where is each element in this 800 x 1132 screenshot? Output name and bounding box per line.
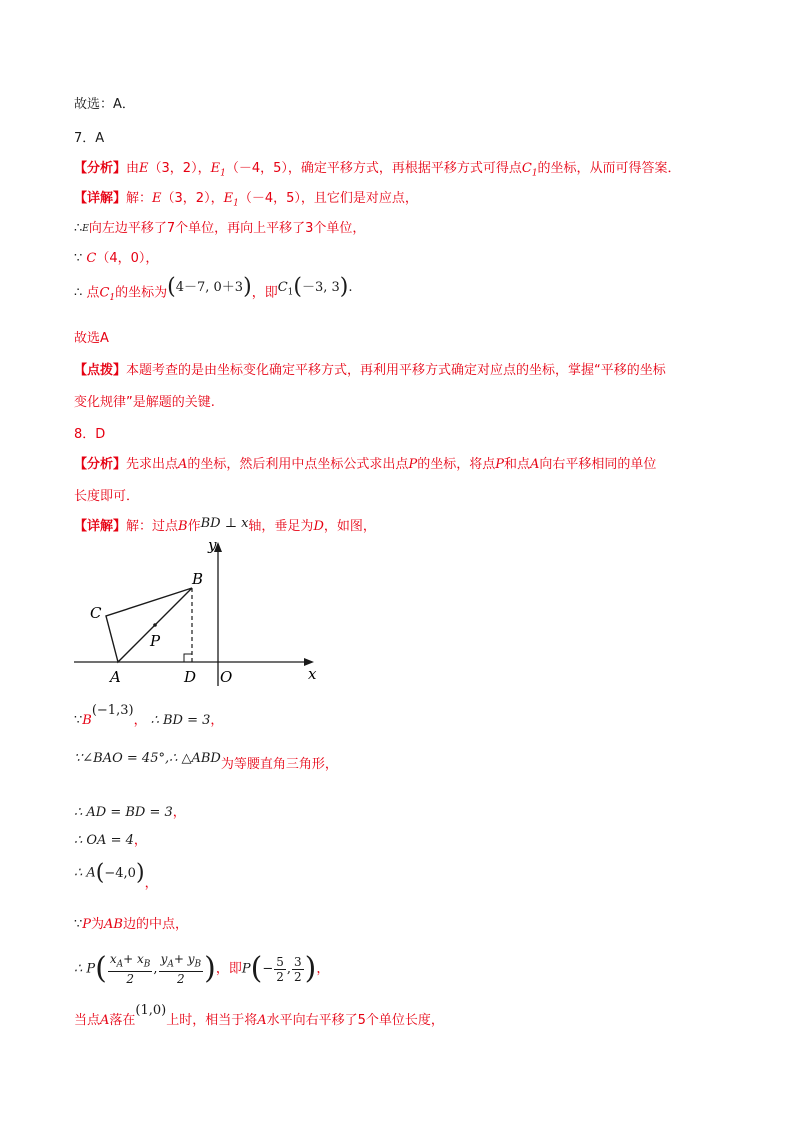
fraction-x xyxy=(108,952,153,986)
tip-tag: 【点拨】 xyxy=(74,363,127,378)
var-AB: AB xyxy=(104,917,123,932)
text: 边的中点， xyxy=(123,917,189,932)
q8-step-a: ∴ A(−4,0)， xyxy=(74,860,158,891)
var-C: C xyxy=(86,251,97,266)
label-x: x xyxy=(308,665,317,683)
sub: A xyxy=(167,959,174,970)
fraction-y xyxy=(159,952,204,986)
q7-tip-cont: 变化规律”是解题的关键. xyxy=(74,395,215,410)
text: 作 xyxy=(187,519,201,534)
text: ，如图， xyxy=(323,519,376,534)
text: ，即 xyxy=(251,285,278,301)
sub: B xyxy=(194,959,202,970)
analysis-tag: 【分析】 xyxy=(74,161,127,176)
because-symbol: ∵ xyxy=(74,917,83,932)
var-x: + x xyxy=(123,952,144,966)
q8-step-midpoint xyxy=(74,916,188,934)
sub: 1 xyxy=(109,293,116,304)
text: 先求出点 xyxy=(126,457,179,472)
expr-ad: ∴ AD = BD = 3 xyxy=(74,805,173,820)
label-y: y xyxy=(208,536,217,554)
text: （3，2）， xyxy=(161,191,224,206)
text: 轴，垂足为 xyxy=(248,519,314,534)
numerator: 5 xyxy=(276,954,284,969)
text: （－4，5），且它们是对应点， xyxy=(238,191,418,206)
var-x: x xyxy=(109,952,117,966)
text: 落在 xyxy=(109,1013,136,1028)
text: 水平向右平移了5个单位长度， xyxy=(266,1013,444,1028)
text: 的坐标，从而可得答案． xyxy=(537,161,681,176)
q7-detail xyxy=(74,190,418,213)
q8-step-b xyxy=(74,703,224,730)
triangle-abc xyxy=(106,588,192,662)
therefore-symbol: ∴ xyxy=(74,285,83,301)
text: （3，2）， xyxy=(148,161,211,176)
text: 的坐标为 xyxy=(115,285,168,301)
var-E: E xyxy=(139,161,149,176)
expr-angle: ∵∠BAO = 45°,∴ △ABD xyxy=(74,751,221,766)
q8-step-ad xyxy=(74,804,186,822)
text: 点 xyxy=(86,285,100,301)
because-symbol: ∵ xyxy=(74,251,83,266)
q7-step-c xyxy=(74,250,158,268)
var-E: E xyxy=(82,224,89,234)
sub: A xyxy=(116,959,124,970)
q8-step-iso xyxy=(74,751,338,774)
q7-tip xyxy=(74,362,666,380)
expr-p: ∴ P xyxy=(74,961,96,977)
var-A: A xyxy=(100,1013,110,1028)
expr: 4－7, 0＋3 xyxy=(175,279,244,295)
text: 为 xyxy=(91,917,105,932)
text: （4，0）， xyxy=(96,251,159,266)
question-7-answer: 7．A xyxy=(74,131,105,146)
var-y: y xyxy=(160,952,168,966)
right-angle-mark xyxy=(184,654,192,662)
numerator: 3 xyxy=(294,954,302,969)
because-symbol: ∵ xyxy=(74,713,83,728)
label-a: A xyxy=(110,668,121,686)
analysis-tag: 【分析】 xyxy=(74,457,127,472)
therefore-symbol: ∴ xyxy=(74,221,83,236)
text: ， xyxy=(316,961,330,977)
var-P: P xyxy=(82,917,92,932)
text: 本题考查的是由坐标变化确定平移方式，再利用平移方式确定对应点的坐标，掌握“平移的坐标 xyxy=(126,363,666,378)
var-E: E xyxy=(152,191,162,206)
var-A: A xyxy=(178,457,188,472)
point-coord: (1,0) xyxy=(135,1003,167,1018)
var-y: + y xyxy=(173,952,195,966)
text: ， xyxy=(172,805,186,820)
sub: 1 xyxy=(287,287,294,298)
expr-c1-calc: (4－7, 0＋3) xyxy=(167,274,252,299)
text: 的坐标，将点 xyxy=(417,457,496,472)
text: 解： xyxy=(126,191,153,206)
expr-a: ∴ A xyxy=(74,865,96,881)
text: . xyxy=(348,279,353,295)
text: 向右平移相同的单位 xyxy=(539,457,657,472)
var-C1: C xyxy=(99,285,110,301)
expr-bd: ∴ BD = 3 xyxy=(150,713,211,728)
text: ， xyxy=(210,713,224,728)
text: 由 xyxy=(126,161,140,176)
q8-analysis-cont: 长度即可． xyxy=(74,489,140,504)
expr-perp: BD ⊥ x xyxy=(200,516,249,531)
point-p xyxy=(153,623,157,627)
sub: B xyxy=(143,959,151,970)
text: 向左边平移了7个单位，再向上平移了3个单位， xyxy=(88,221,366,236)
label-p: P xyxy=(150,632,161,650)
var-A: A xyxy=(529,457,540,472)
var-E1: E xyxy=(210,161,221,176)
q8-analysis xyxy=(74,456,656,474)
text: （－4，5），确定平移方式，再根据平移方式可得点 xyxy=(225,161,522,176)
q8-detail xyxy=(74,518,376,536)
var-D: D xyxy=(313,519,324,534)
q7-analysis xyxy=(74,160,681,183)
expr-oa: ∴ OA = 4 xyxy=(74,833,134,848)
var-P: P xyxy=(241,961,251,977)
var-C1: C xyxy=(521,161,532,176)
var-B: B xyxy=(178,519,188,534)
text: ， xyxy=(144,875,158,891)
line-choose-a: 故选：A． xyxy=(74,97,135,112)
label-c: C xyxy=(90,604,102,622)
denominator: 2 xyxy=(177,972,185,987)
sub: 1 xyxy=(233,198,239,209)
label-b: B xyxy=(192,570,204,588)
var-A: A xyxy=(257,1013,267,1028)
denominator: 2 xyxy=(126,972,134,987)
label-d: D xyxy=(184,668,197,686)
text: 上时，相当于将 xyxy=(166,1013,258,1028)
q7-step-translate xyxy=(74,220,365,238)
denominator: 2 xyxy=(294,969,302,984)
q8-step-oa xyxy=(74,832,147,850)
var-E1: E xyxy=(223,191,234,206)
var-P: P xyxy=(408,457,418,472)
var-B: B xyxy=(82,713,92,728)
point-coord: −4,0 xyxy=(104,865,136,881)
expr: －3, 3 xyxy=(301,279,340,295)
text: 为等腰直角三角形， xyxy=(220,757,338,772)
q8-step-translate xyxy=(74,1003,444,1030)
text: 当点 xyxy=(74,1013,101,1028)
geometry-figure xyxy=(70,536,330,686)
detail-tag: 【详解】 xyxy=(74,519,127,534)
denominator: 2 xyxy=(276,969,284,984)
text: 解：过点 xyxy=(126,519,179,534)
fraction-3-2 xyxy=(292,955,304,984)
expr-c1-result: $C_1(-3$, 3). xyxy=(277,274,353,299)
label-o: O xyxy=(220,668,233,686)
detail-tag: 【详解】 xyxy=(74,191,127,206)
text: ， xyxy=(133,713,147,728)
text: 和点 xyxy=(503,457,530,472)
text: 的坐标，然后利用中点坐标公式求出点 xyxy=(187,457,409,472)
text: ，即 xyxy=(215,961,242,977)
q7-choose: 故选A xyxy=(74,331,109,346)
minus-sign: − xyxy=(262,961,274,977)
var-P: P xyxy=(495,457,504,472)
sub: 1 xyxy=(531,168,538,179)
text: ， xyxy=(133,833,147,848)
var-C1: C xyxy=(277,279,288,295)
sub: 1 xyxy=(220,168,226,179)
q8-step-p: ∴ P( $\frac{x_A+ x_B}{2}$ , $\frac{y_A+ y_B}{2}$ )，即P(− $\frac{5}{2}$ , $\frac{3}{2}$ )， xyxy=(74,951,330,987)
question-8-answer: 8．D xyxy=(74,427,106,442)
q7-step-c1 xyxy=(74,274,353,307)
fraction-5-2 xyxy=(274,955,286,984)
point-coord: (−1,3) xyxy=(91,703,134,718)
